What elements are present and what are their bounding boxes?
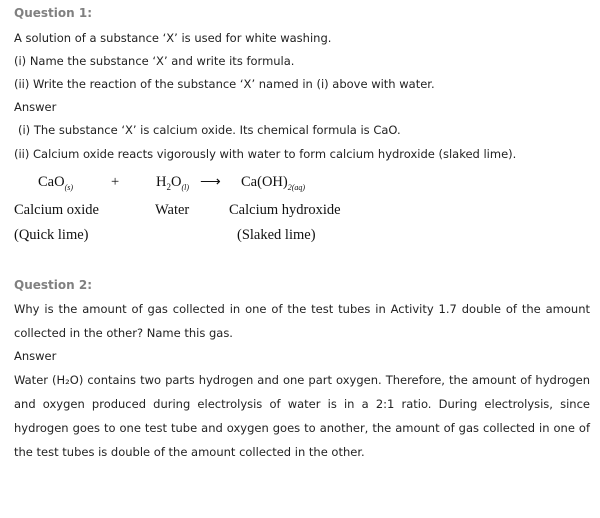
- name-calcium-hydroxide: Calcium hydroxide: [229, 202, 341, 218]
- state-liquid: (l): [181, 183, 190, 192]
- equation-arrow: ⟶: [200, 174, 221, 190]
- question-1-line-1: A solution of a substance ‘X’ is used for white washing.: [14, 31, 332, 45]
- name-water: Water: [155, 202, 190, 218]
- answer-2-label: Answer: [14, 349, 57, 363]
- question-1-line-3: (ii) Write the reaction of the substance ‘X’ named in (i) above with water.: [14, 77, 435, 91]
- answer-1-line-1: (i) The substance ‘X’ is calcium oxide. Its chemical formula is CaO.: [18, 123, 401, 137]
- state-solid: (s): [64, 183, 74, 192]
- question-2-text: Why is the amount of gas collected in one of the test tubes in Activity 1.7 double of the amount collected in the other? Name this gas.: [14, 302, 590, 340]
- equation-reactant-cao: CaO$_{(s)}$: [38, 174, 74, 192]
- answer-1-label: Answer: [14, 100, 57, 114]
- name-calcium-oxide: Calcium oxide: [14, 202, 99, 218]
- common-name-slaked-lime: (Slaked lime): [237, 227, 316, 243]
- common-name-quick-lime: (Quick lime): [14, 227, 89, 243]
- question-1-line-2: (i) Name the substance ‘X’ and write its formula.: [14, 54, 295, 68]
- equation-plus: +: [111, 174, 120, 190]
- equation-reactant-water: $H_2O_{(l)}$: [156, 174, 190, 192]
- question-1-heading: Question 1:: [14, 6, 92, 20]
- answer-2-text: Water (H₂O) contains two parts hydrogen and one part oxygen. Therefore, the amount of hydrogen and oxygen produced during electrolysis of water is in a 2:1 ratio. During electrolysis, since hydrogen goes to one test tube and oxygen goes to another, the amount of gas collected in one of the test tubes is double of the amount collected in the other.: [14, 373, 590, 459]
- answer-1-line-2: (ii) Calcium oxide reacts vigorously with water to form calcium hydroxide (slaked lime).: [14, 147, 517, 161]
- question-2-heading: Question 2:: [14, 278, 92, 292]
- equation-product: $Ca(OH)_{2(aq)}$: [241, 174, 306, 192]
- state-aqueous: 2(aq): [287, 183, 306, 192]
